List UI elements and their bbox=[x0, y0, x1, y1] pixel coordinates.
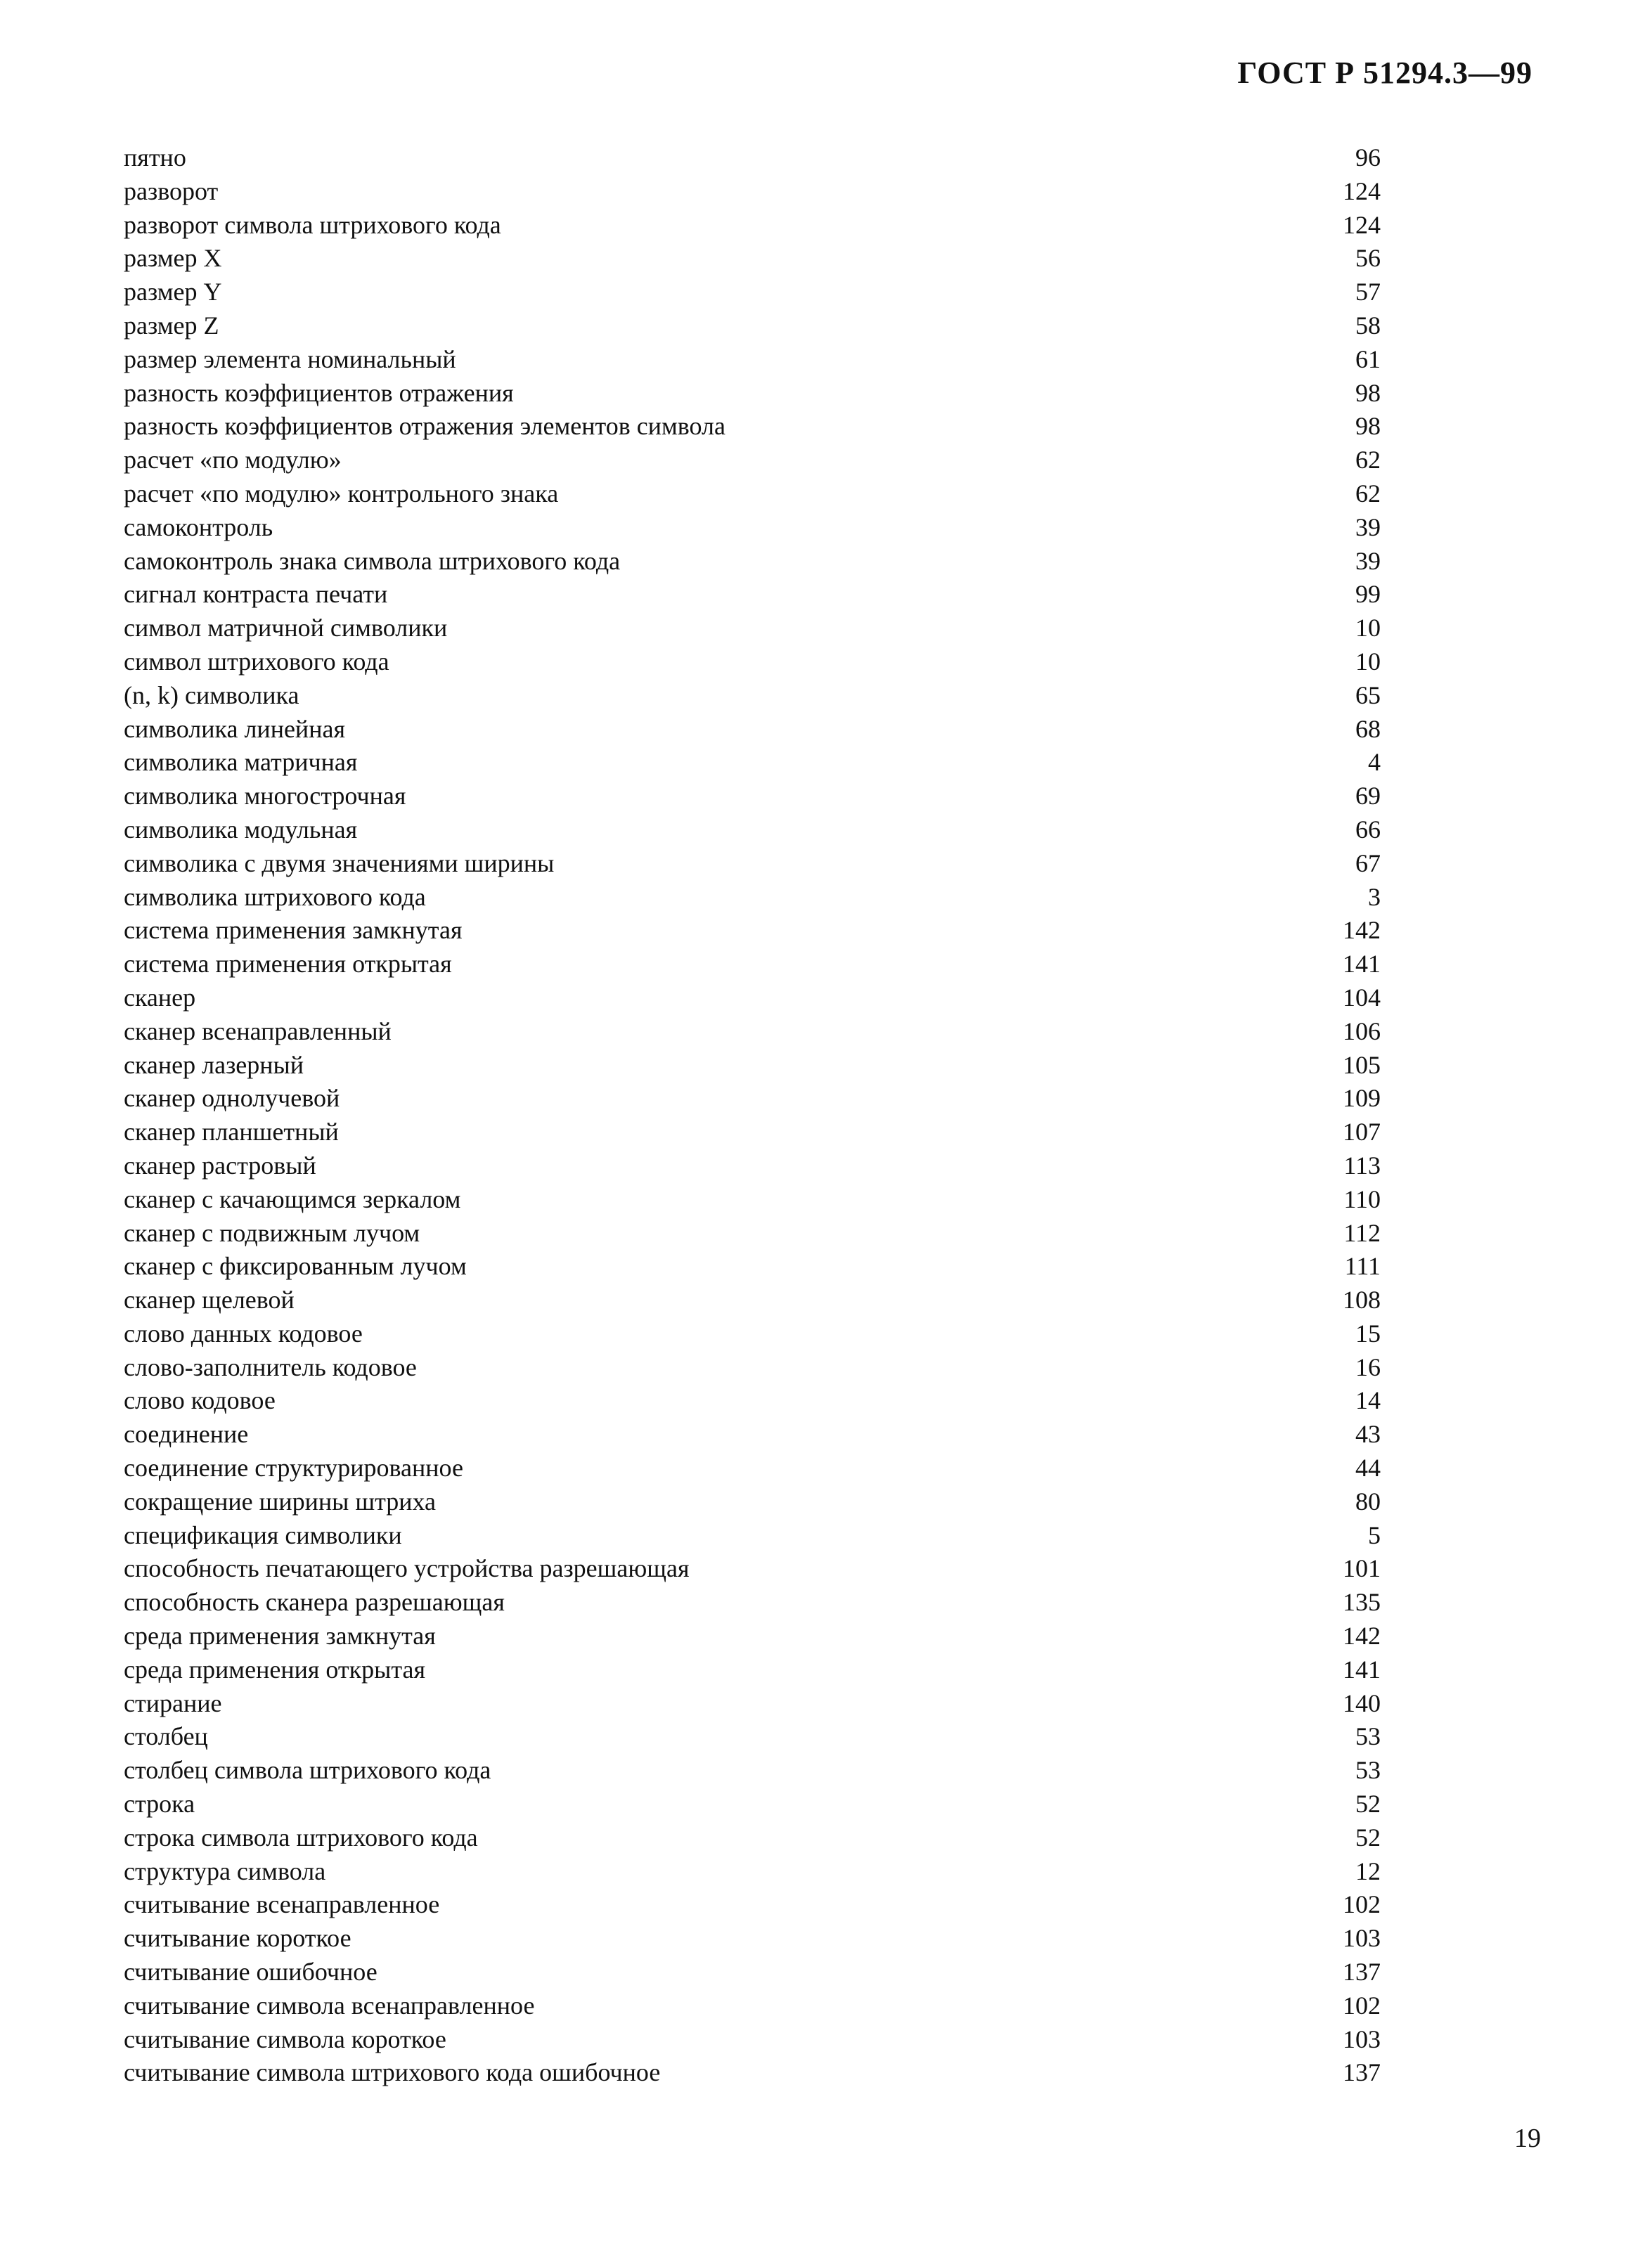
index-entry bbox=[124, 780, 1381, 813]
index-term: способность печатающего устройства разрешающая bbox=[124, 1554, 690, 1583]
index-entry bbox=[124, 276, 1381, 309]
index-term: сканер лазерный bbox=[124, 1050, 304, 1079]
index-term-number: 135 bbox=[1343, 1588, 1381, 1617]
index-term-number: 52 bbox=[1355, 1823, 1381, 1852]
index-term: способность сканера разрешающая bbox=[124, 1588, 505, 1617]
index-entry bbox=[124, 612, 1381, 645]
index-term-number: 4 bbox=[1368, 748, 1381, 777]
index-term: пятно bbox=[124, 143, 186, 172]
index-term-number: 124 bbox=[1343, 176, 1381, 205]
index-entry bbox=[124, 813, 1381, 847]
index-term-number: 67 bbox=[1355, 848, 1381, 877]
index-term: (n, k) символика bbox=[124, 680, 299, 709]
index-entry bbox=[124, 1788, 1381, 1821]
index-entry bbox=[124, 1418, 1381, 1452]
index-term-number: 106 bbox=[1343, 1016, 1381, 1045]
index-term-number: 111 bbox=[1344, 1252, 1381, 1281]
index-term-number: 142 bbox=[1343, 1622, 1381, 1651]
index-entry bbox=[124, 578, 1381, 612]
index-entry bbox=[124, 141, 1381, 175]
index-entry bbox=[124, 1116, 1381, 1149]
index-term-number: 101 bbox=[1343, 1554, 1381, 1583]
index-term: строка bbox=[124, 1790, 195, 1819]
index-term-number: 16 bbox=[1355, 1352, 1381, 1381]
index-entry bbox=[124, 410, 1381, 444]
index-term-number: 62 bbox=[1355, 446, 1381, 474]
index-term: символ штрихового кода bbox=[124, 647, 389, 676]
index-term: сканер растровый bbox=[124, 1151, 316, 1180]
index-term-number: 39 bbox=[1355, 512, 1381, 541]
index-entry bbox=[124, 1888, 1381, 1922]
index-term: символика модульная bbox=[124, 815, 358, 844]
index-term: самоконтроль знака символа штрихового кода bbox=[124, 546, 621, 575]
index-term-number: 57 bbox=[1355, 278, 1381, 306]
index-term: считывание символа короткое bbox=[124, 2024, 446, 2053]
index-term: расчет «по модулю» контрольного знака bbox=[124, 479, 559, 508]
index-term-number: 52 bbox=[1355, 1790, 1381, 1819]
index-entry bbox=[124, 1989, 1381, 2023]
index-entry bbox=[124, 1485, 1381, 1519]
index-entry bbox=[124, 1183, 1381, 1217]
index-term: разворот символа штрихового кода bbox=[124, 210, 501, 239]
index-term: сканер однолучевой bbox=[124, 1084, 340, 1113]
index-term: символика с двумя значениями ширины bbox=[124, 848, 555, 877]
index-term-number: 105 bbox=[1343, 1050, 1381, 1079]
term-index-list bbox=[124, 141, 1381, 2090]
index-entry bbox=[124, 1687, 1381, 1721]
index-entry bbox=[124, 511, 1381, 545]
index-term-number: 137 bbox=[1343, 2058, 1381, 2087]
index-term: размер элемента номинальный bbox=[124, 344, 456, 373]
index-entry bbox=[124, 1452, 1381, 1485]
index-entry bbox=[124, 1586, 1381, 1620]
index-term-number: 137 bbox=[1343, 1958, 1381, 1987]
index-term: спецификация символики bbox=[124, 1520, 402, 1549]
index-term-number: 141 bbox=[1343, 950, 1381, 979]
index-term-number: 5 bbox=[1368, 1520, 1381, 1549]
index-entry bbox=[124, 679, 1381, 713]
index-term: среда применения замкнутая bbox=[124, 1622, 436, 1651]
index-entry bbox=[124, 1821, 1381, 1855]
index-term-number: 96 bbox=[1355, 143, 1381, 172]
index-term-number: 103 bbox=[1343, 1924, 1381, 1953]
index-entry bbox=[124, 1351, 1381, 1385]
index-entry bbox=[124, 1284, 1381, 1317]
index-entry bbox=[124, 847, 1381, 881]
index-term: считывание символа всенаправленное bbox=[124, 1991, 535, 2020]
index-term: стирание bbox=[124, 1688, 222, 1717]
index-entry bbox=[124, 1754, 1381, 1788]
index-entry bbox=[124, 1384, 1381, 1418]
index-term: столбец символа штрихового кода bbox=[124, 1756, 491, 1785]
index-term-number: 68 bbox=[1355, 714, 1381, 743]
index-term-number: 61 bbox=[1355, 344, 1381, 373]
index-entry bbox=[124, 1653, 1381, 1687]
index-term: разворот bbox=[124, 176, 219, 205]
index-term: слово кодовое bbox=[124, 1386, 276, 1415]
index-entry bbox=[124, 1149, 1381, 1183]
index-entry bbox=[124, 1082, 1381, 1116]
index-term: символ матричной символики bbox=[124, 614, 448, 642]
index-term-number: 140 bbox=[1343, 1688, 1381, 1717]
index-term: система применения открытая bbox=[124, 950, 452, 979]
index-term: символика матричная bbox=[124, 748, 358, 777]
index-term-number: 12 bbox=[1355, 1856, 1381, 1885]
index-entry bbox=[124, 444, 1381, 477]
index-term: соединение структурированное bbox=[124, 1454, 463, 1483]
index-term-number: 110 bbox=[1343, 1184, 1381, 1213]
index-entry bbox=[124, 1720, 1381, 1754]
index-term-number: 103 bbox=[1343, 2024, 1381, 2053]
index-entry bbox=[124, 175, 1381, 209]
index-term-number: 142 bbox=[1343, 916, 1381, 945]
index-term: сканер с подвижным лучом bbox=[124, 1218, 420, 1247]
index-entry bbox=[124, 948, 1381, 981]
index-entry bbox=[124, 242, 1381, 276]
index-term: считывание всенаправленное bbox=[124, 1890, 440, 1919]
index-term: сканер щелевой bbox=[124, 1286, 295, 1315]
index-term-number: 98 bbox=[1355, 412, 1381, 441]
index-term-number: 109 bbox=[1343, 1084, 1381, 1113]
index-term-number: 56 bbox=[1355, 244, 1381, 273]
index-term-number: 112 bbox=[1343, 1218, 1381, 1247]
index-entry bbox=[124, 713, 1381, 747]
index-term-number: 65 bbox=[1355, 680, 1381, 709]
index-term: строка символа штрихового кода bbox=[124, 1823, 478, 1852]
index-entry bbox=[124, 1519, 1381, 1553]
index-entry bbox=[124, 1855, 1381, 1889]
index-term: считывание короткое bbox=[124, 1924, 351, 1953]
index-term: сканер bbox=[124, 983, 196, 1012]
index-term: считывание символа штрихового кода ошибочное bbox=[124, 2058, 661, 2087]
index-term: сигнал контраста печати bbox=[124, 580, 388, 609]
index-term: размер Y bbox=[124, 278, 222, 306]
index-term: столбец bbox=[124, 1722, 208, 1751]
index-entry bbox=[124, 2023, 1381, 2057]
index-term-number: 102 bbox=[1343, 1890, 1381, 1919]
index-entry bbox=[124, 545, 1381, 579]
index-term-number: 104 bbox=[1343, 983, 1381, 1012]
index-term: разность коэффициентов отражения элементов символа bbox=[124, 412, 725, 441]
index-entry bbox=[124, 1217, 1381, 1251]
index-term: символика линейная bbox=[124, 714, 345, 743]
index-term: самоконтроль bbox=[124, 512, 273, 541]
index-term-number: 69 bbox=[1355, 782, 1381, 810]
index-term: слово-заполнитель кодовое bbox=[124, 1352, 417, 1381]
index-term: размер X bbox=[124, 244, 222, 273]
index-term-number: 39 bbox=[1355, 546, 1381, 575]
index-term-number: 107 bbox=[1343, 1118, 1381, 1147]
index-term: слово данных кодовое bbox=[124, 1319, 363, 1348]
index-entry bbox=[124, 914, 1381, 948]
index-term: разность коэффициентов отражения bbox=[124, 378, 514, 407]
index-term-number: 108 bbox=[1343, 1286, 1381, 1315]
index-entry bbox=[124, 1922, 1381, 1956]
index-term-number: 58 bbox=[1355, 311, 1381, 340]
index-term: среда применения открытая bbox=[124, 1655, 426, 1684]
index-term-number: 102 bbox=[1343, 1991, 1381, 2020]
index-entry bbox=[124, 1552, 1381, 1586]
index-term-number: 124 bbox=[1343, 210, 1381, 239]
index-entry bbox=[124, 1620, 1381, 1653]
index-term: сокращение ширины штриха bbox=[124, 1487, 437, 1516]
index-entry bbox=[124, 309, 1381, 343]
index-term: символика многострочная bbox=[124, 782, 406, 810]
index-term: считывание ошибочное bbox=[124, 1958, 377, 1987]
index-term: структура символа bbox=[124, 1856, 326, 1885]
index-entry bbox=[124, 477, 1381, 511]
index-term: размер Z bbox=[124, 311, 219, 340]
index-term: система применения замкнутая bbox=[124, 916, 463, 945]
index-entry bbox=[124, 1015, 1381, 1049]
index-entry bbox=[124, 343, 1381, 377]
index-term-number: 66 bbox=[1355, 815, 1381, 844]
index-entry bbox=[124, 1956, 1381, 1989]
index-term-number: 3 bbox=[1368, 882, 1381, 911]
index-term-number: 141 bbox=[1343, 1655, 1381, 1684]
index-entry bbox=[124, 1049, 1381, 1083]
index-entry bbox=[124, 881, 1381, 915]
index-entry bbox=[124, 209, 1381, 243]
index-term: сканер всенаправленный bbox=[124, 1016, 392, 1045]
index-term: сканер с качающимся зеркалом bbox=[124, 1184, 461, 1213]
page-number: 19 bbox=[1514, 2124, 1541, 2153]
index-term: соединение bbox=[124, 1420, 249, 1449]
index-term-number: 10 bbox=[1355, 614, 1381, 642]
index-term-number: 53 bbox=[1355, 1722, 1381, 1751]
index-entry bbox=[124, 1317, 1381, 1351]
index-term: сканер с фиксированным лучом bbox=[124, 1252, 467, 1281]
index-term-number: 15 bbox=[1355, 1319, 1381, 1348]
index-term-number: 14 bbox=[1355, 1386, 1381, 1415]
index-entry bbox=[124, 981, 1381, 1015]
index-term: расчет «по модулю» bbox=[124, 446, 342, 474]
index-entry bbox=[124, 377, 1381, 411]
index-entry bbox=[124, 746, 1381, 780]
index-entry bbox=[124, 645, 1381, 679]
index-term-number: 80 bbox=[1355, 1487, 1381, 1516]
index-entry bbox=[124, 1250, 1381, 1284]
index-term-number: 99 bbox=[1355, 580, 1381, 609]
index-term-number: 113 bbox=[1343, 1151, 1381, 1180]
index-term: символика штрихового кода bbox=[124, 882, 426, 911]
index-term: сканер планшетный bbox=[124, 1118, 339, 1147]
index-term-number: 98 bbox=[1355, 378, 1381, 407]
index-term-number: 10 bbox=[1355, 647, 1381, 676]
index-entry bbox=[124, 2056, 1381, 2090]
document-header: ГОСТ Р 51294.3—99 bbox=[1237, 56, 1532, 90]
index-term-number: 43 bbox=[1355, 1420, 1381, 1449]
index-term-number: 44 bbox=[1355, 1454, 1381, 1483]
index-term-number: 53 bbox=[1355, 1756, 1381, 1785]
index-term-number: 62 bbox=[1355, 479, 1381, 508]
